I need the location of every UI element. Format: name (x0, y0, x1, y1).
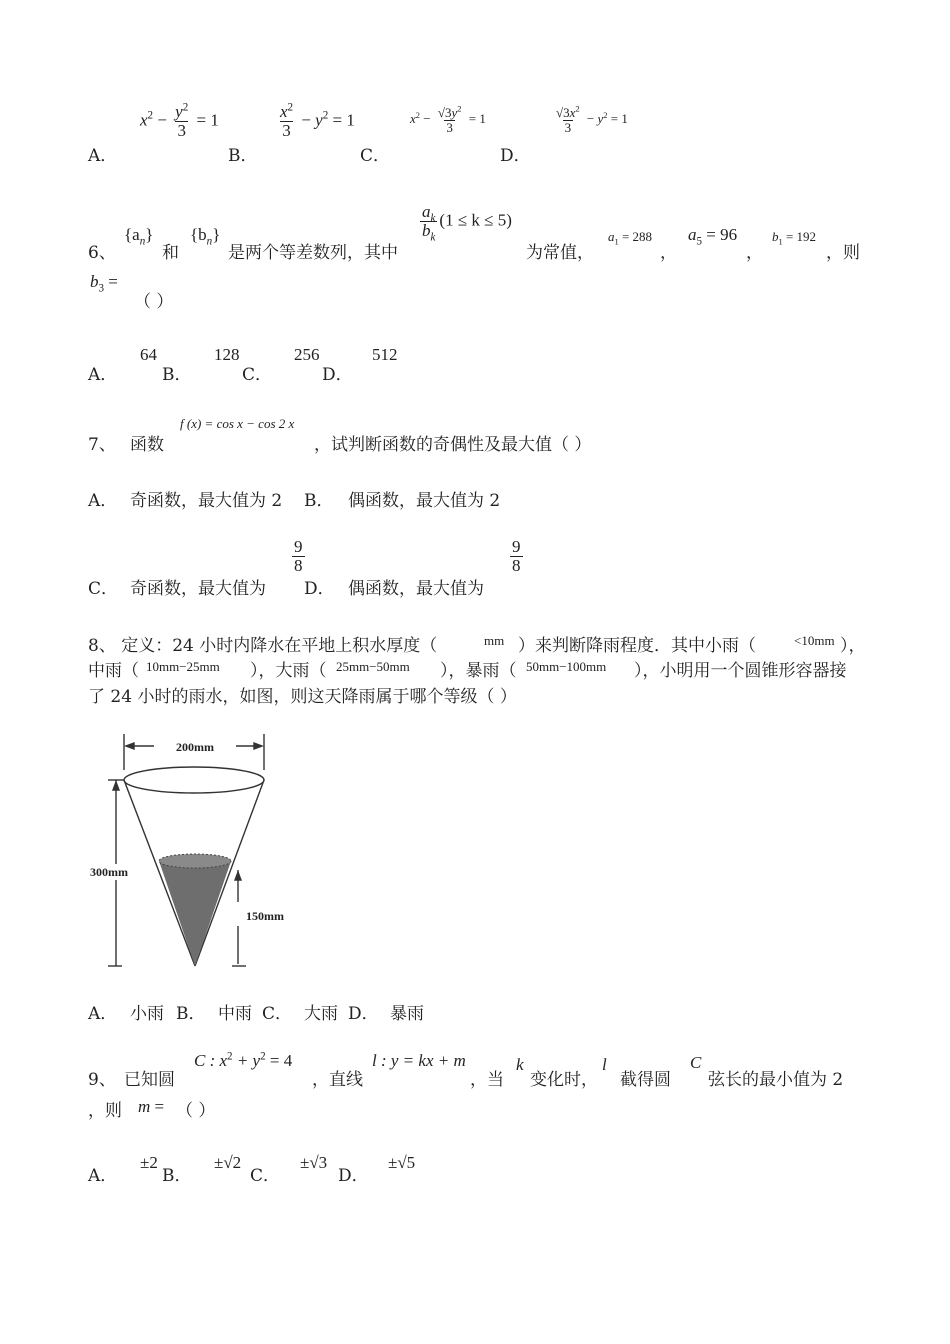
q8-option-label-a: A． (88, 1004, 118, 1024)
q6-option-label-d: D． (322, 365, 353, 385)
q7-option-label-c: C． (88, 579, 119, 599)
q6-option-a: 64 (140, 345, 157, 364)
q6-b1: $b_1 = 192$ (772, 229, 817, 247)
q9-k: k (516, 1055, 524, 1074)
q9-option-c: ±√3 (300, 1153, 328, 1172)
option-label-c: C． (360, 146, 391, 166)
q5-option-a-formula: $x^2$ − $\frac{y^2}{3}$ = 1 (140, 101, 219, 140)
q8-option-b: 中雨 (218, 1004, 252, 1024)
q6-a5: $a_5 = 96$ (688, 225, 738, 248)
q8-line-2d: ），小明用一个圆锥形容器接 (634, 661, 847, 681)
q5-option-b-formula: $\frac{x^2}{3}$ − $y^2 = 1$ (280, 101, 355, 140)
option-label-b: B． (228, 146, 258, 166)
q9-text-1: 已知圆 (124, 1070, 175, 1090)
figure-label-right: 150mm (246, 909, 284, 923)
q7-option-label-a: A． (88, 491, 118, 511)
figure-label-top: 200mm (176, 740, 214, 754)
q8-option-c: 大雨 (304, 1004, 338, 1024)
q8-option-label-d: D． (348, 1004, 379, 1024)
q6-b3: $b_3$ = (90, 272, 118, 295)
q9-text-5: 截得圆 (620, 1070, 671, 1090)
q7-option-d-fraction: $\frac{9}{8}$ (512, 537, 521, 575)
q9-text-2: ，直线 (312, 1070, 363, 1090)
q6-option-d: 512 (372, 345, 398, 364)
q6-text-1: 是两个等差数列，其中 (228, 243, 398, 263)
q6-a1: $a_1 = 288$ (608, 229, 653, 247)
q6-text-3: ，则 (826, 243, 860, 263)
q9-option-label-b: B． (162, 1166, 192, 1186)
q7-option-c-fraction: $\frac{9}{8}$ (294, 537, 303, 575)
q6-comma-2: ， (746, 243, 763, 263)
q7-option-b: 偶函数，最大值为 2 (348, 491, 501, 511)
q8-line-1c: ）， (840, 636, 866, 656)
q7-option-label-d: D． (304, 579, 335, 599)
q8-mid-rain: 10mm−25mm (146, 659, 220, 674)
option-label-d: D． (500, 146, 531, 166)
q9-option-d: ±√5 (388, 1153, 416, 1172)
q9-line-2: ，则 (88, 1101, 122, 1121)
q9-line-equation: l : y = kx + m (372, 1051, 466, 1070)
q9-circle-equation: C : $x^2 + y^2 = 4$ (194, 1050, 293, 1070)
q8-option-a: 小雨 (130, 1004, 164, 1024)
q9-option-label-a: A． (88, 1166, 118, 1186)
q9-option-label-d: D． (338, 1166, 369, 1186)
q7-option-label-b: B． (304, 491, 334, 511)
q9-number: 9、 (88, 1070, 116, 1090)
q8-storm-rain: 50mm−100mm (526, 659, 607, 674)
q6-option-b: 128 (214, 345, 240, 364)
q9-C: C (690, 1053, 702, 1072)
q6-and: 和 (162, 243, 179, 263)
q8-line-3: 了 24 小时的雨水，如图，则这天降雨属于哪个等级（ ） (88, 687, 517, 707)
q7-number: 7、 (88, 435, 116, 455)
q6-seq-a: $\{a_n\}$ (124, 225, 154, 248)
q9-l: l (602, 1055, 607, 1074)
q8-unit-mm: mm (484, 633, 505, 648)
q6-number: 6、 (88, 243, 116, 263)
q5-option-c-formula: $x^2$ − $\frac{√3y^2}{3}$ = 1 (410, 103, 486, 135)
q8-small-rain: <10mm (794, 633, 835, 648)
q8-line-1a: 8、 定义：24 小时内降水在平地上积水厚度（ (88, 636, 438, 656)
option-label-a: A． (88, 146, 118, 166)
q6-option-label-a: A． (88, 365, 118, 385)
q6-option-label-b: B． (162, 365, 192, 385)
q8-line-2b: ），大雨（ (250, 661, 327, 681)
q9-option-b: ±√2 (214, 1153, 242, 1172)
q7-option-a: 奇函数，最大值为 2 (130, 491, 283, 511)
q7-text-2: ，试判断函数的奇偶性及最大值（ ） (314, 435, 592, 455)
q8-line-1b: ）来判断降雨程度．其中小雨（ (518, 636, 756, 656)
q9-paren: （ ） (176, 1101, 216, 1121)
q8-option-label-c: C． (262, 1004, 293, 1024)
q5-option-d-formula: $\frac{√3x^2}{3}$ − $y^2 = 1$ (556, 103, 628, 135)
q6-seq-b: $\{b_n\}$ (190, 225, 221, 248)
q7-option-d: 偶函数，最大值为 (348, 579, 484, 599)
q7-option-c: 奇函数，最大值为 (130, 579, 266, 599)
q8-option-label-b: B． (176, 1004, 206, 1024)
q8-line-2c: ），暴雨（ (440, 661, 517, 681)
q8-big-rain: 25mm−50mm (336, 659, 410, 674)
q9-text-4: 变化时， (530, 1070, 598, 1090)
q9-option-a: ±2 (140, 1153, 158, 1172)
q6-option-c: 256 (294, 345, 320, 364)
cone-figure (90, 730, 310, 980)
q6-ratio: $\frac{a_k}{b_k}$ (1 ≤ k ≤ 5) (422, 202, 512, 244)
q7-text-1: 函数 (130, 435, 164, 455)
q8-line-2a: 中雨（ (88, 661, 139, 681)
q6-option-label-c: C． (242, 365, 273, 385)
figure-label-left: 300mm (90, 865, 128, 879)
q7-formula: f (x) = cos x − cos 2 x (180, 416, 295, 431)
q6-paren: （ ） (134, 292, 174, 312)
q6-comma-1: ， (660, 243, 677, 263)
q9-m: m = (138, 1097, 165, 1116)
q8-option-d: 暴雨 (390, 1004, 424, 1024)
q6-text-2: 为常值， (526, 243, 594, 263)
q9-option-label-c: C． (250, 1166, 281, 1186)
q9-text-6: 弦长的最小值为 2 (708, 1070, 844, 1090)
q9-text-3: ，当 (470, 1070, 504, 1090)
